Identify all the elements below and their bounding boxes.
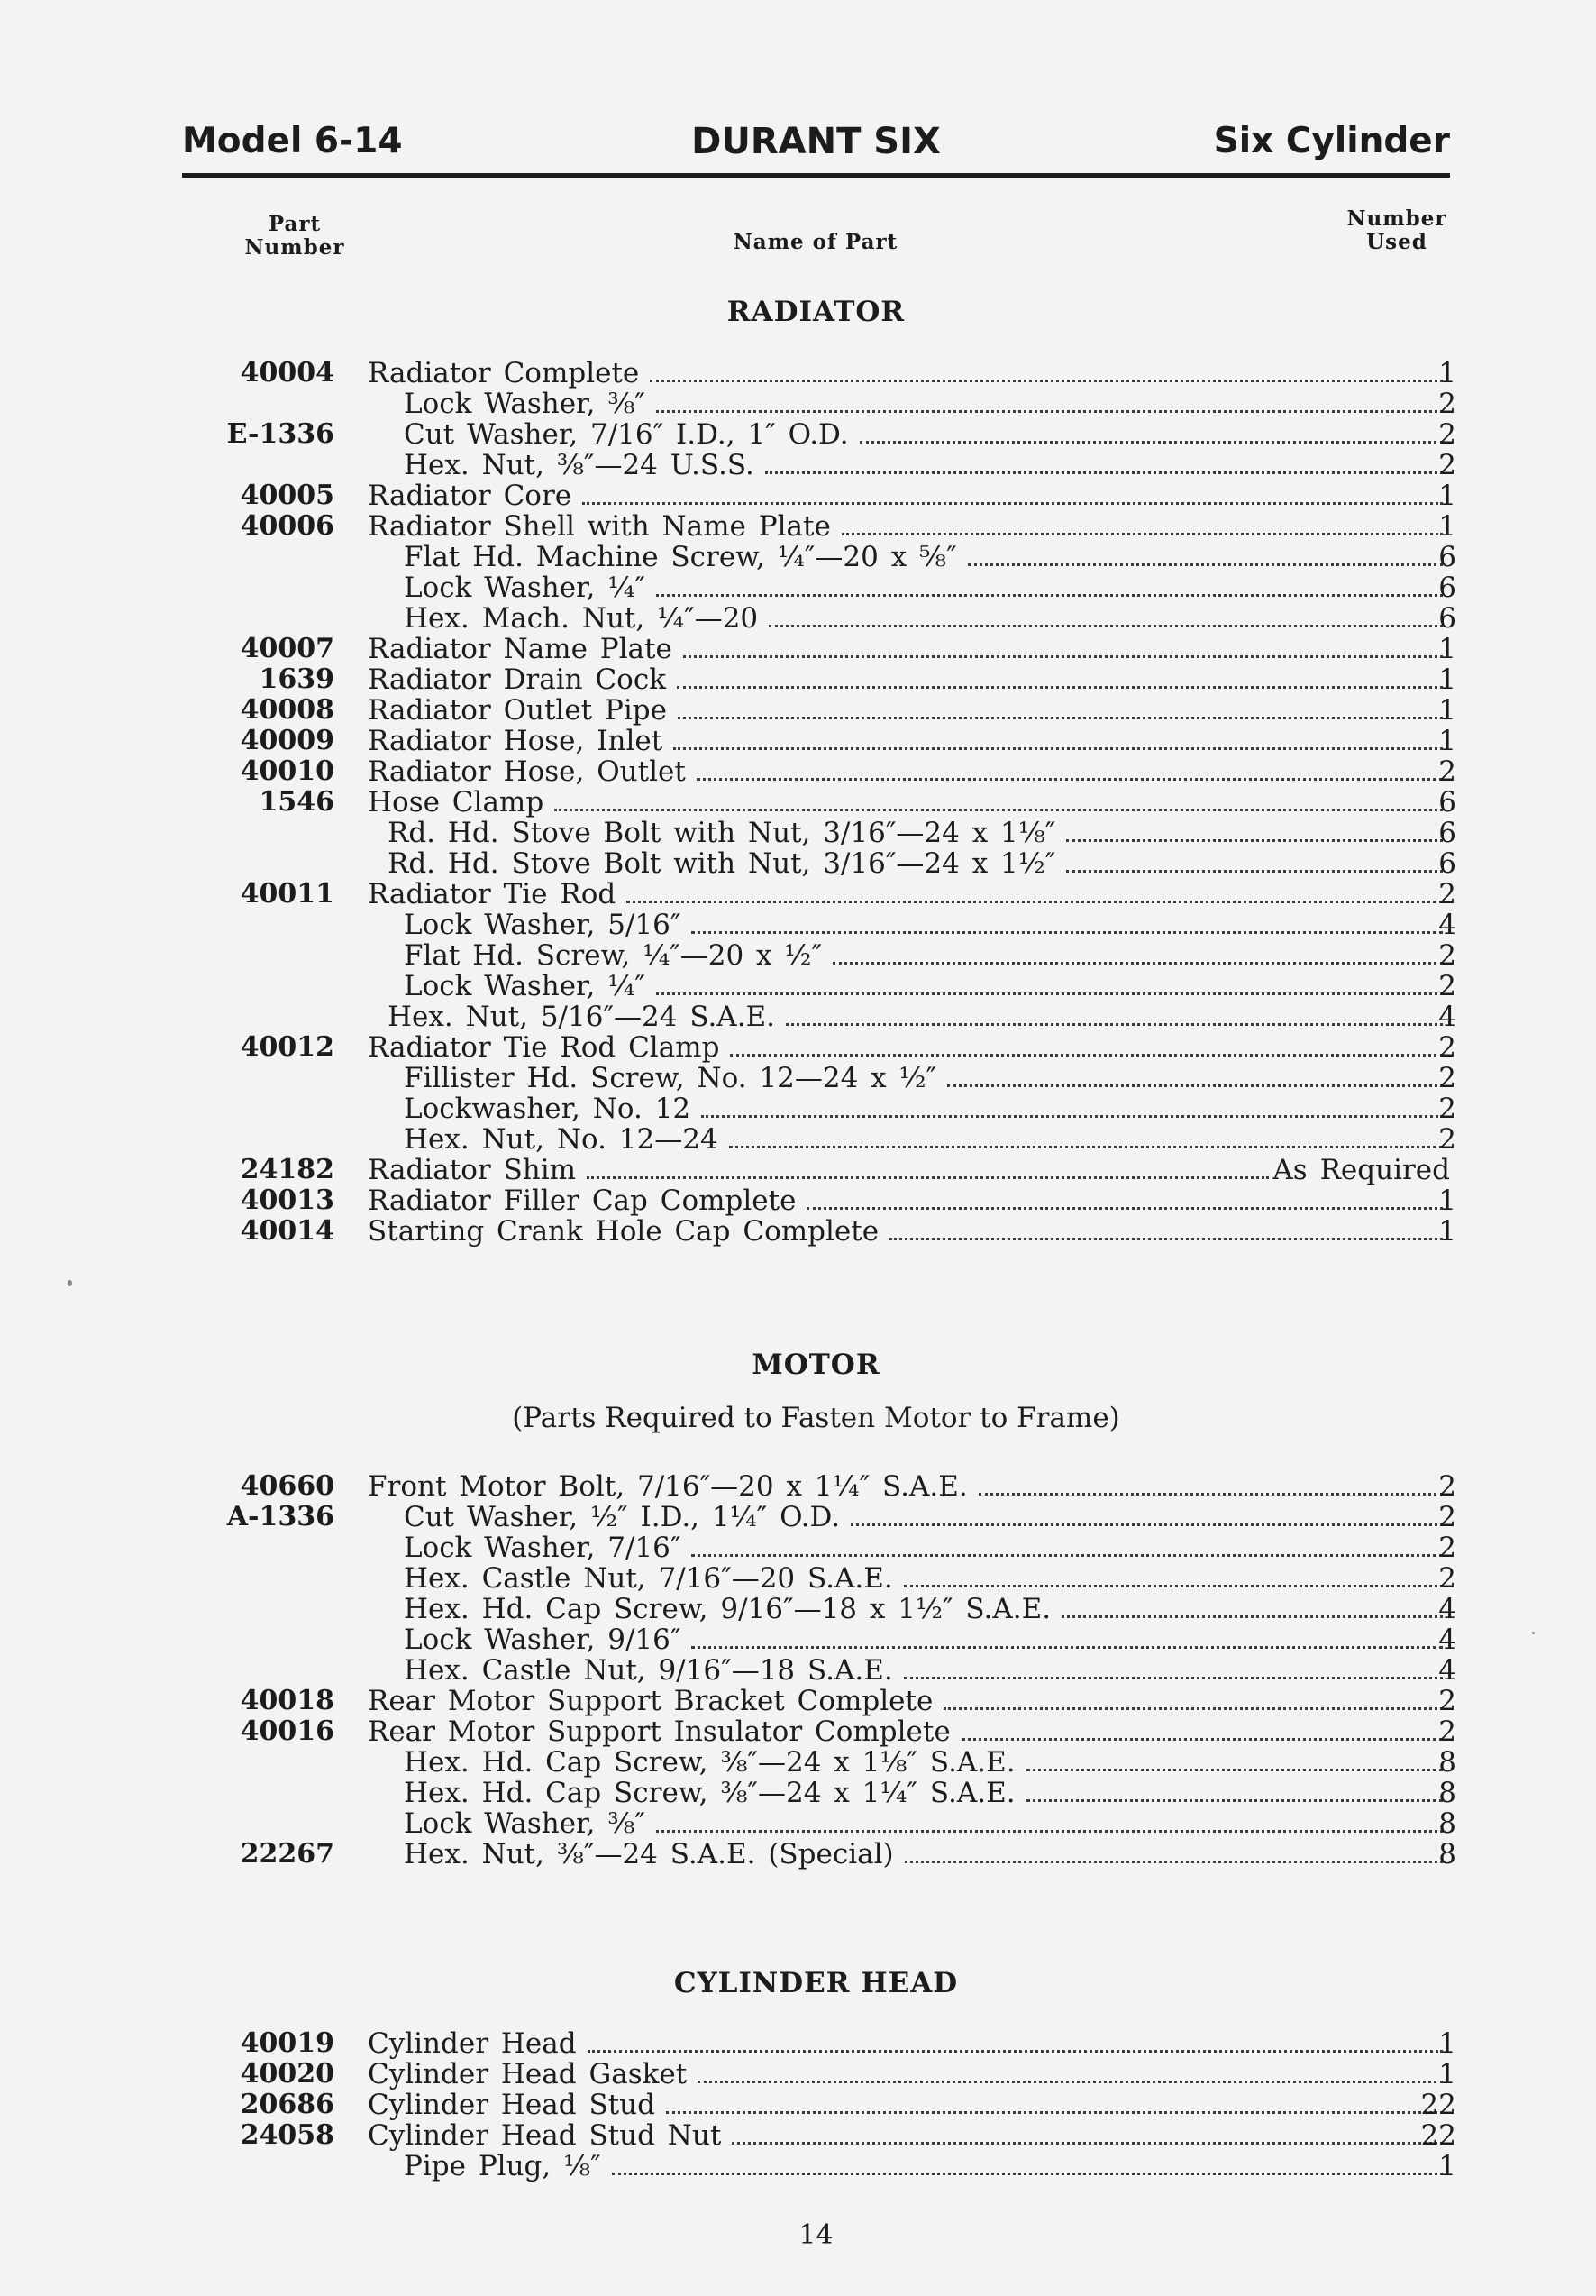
part-name: Starting Crank Hole Cap Complete [368, 1216, 880, 1247]
quantity: 4 [1438, 1654, 1456, 1687]
part-number: 40013 [240, 1185, 334, 1216]
quantity: 4 [1438, 1624, 1456, 1656]
part-name: Radiator Filler Cap Complete [368, 1185, 797, 1216]
part-name: Lock Washer, 7/16″ [404, 1532, 681, 1563]
part-number: 40011 [240, 878, 334, 910]
quantity: 8 [1438, 1746, 1456, 1779]
quantity: 22 [1420, 2119, 1456, 2152]
part-number: 40012 [240, 1031, 334, 1063]
part-row [0, 1502, 1596, 1532]
part-row [0, 1747, 1596, 1778]
part-number: 24058 [240, 2119, 334, 2151]
dot-leader [554, 809, 1443, 811]
quantity: 4 [1438, 1593, 1456, 1625]
part-name: Cylinder Head [368, 2028, 577, 2059]
part-name: Hex. Nut, ⅜″—24 U.S.S. [404, 450, 754, 480]
dot-leader [769, 625, 1443, 627]
dot-leader [626, 901, 1443, 903]
quantity: 4 [1438, 1001, 1456, 1033]
part-name: Radiator Drain Cock [368, 664, 666, 695]
quantity: 2 [1438, 755, 1456, 788]
part-name: Rear Motor Support Bracket Complete [368, 1686, 934, 1716]
engine-type-label: Six Cylinder [1213, 121, 1450, 161]
part-number: 20686 [240, 2089, 334, 2120]
part-name: Rd. Hd. Stove Bolt with Nut, 3/16″—24 x 1⅛″ [388, 818, 1056, 848]
dot-leader [698, 2081, 1443, 2083]
quantity: 1 [1438, 694, 1456, 727]
part-row [0, 1093, 1596, 1124]
part-row [0, 1124, 1596, 1155]
quantity: 2 [1438, 1685, 1456, 1717]
part-name: Cut Washer, ½″ I.D., 1¼″ O.D. [404, 1502, 841, 1532]
quantity: 1 [1438, 725, 1456, 757]
part-number: 1546 [259, 786, 334, 818]
quantity: 8 [1438, 1777, 1456, 1809]
motor-parts-list [0, 1471, 1596, 1870]
part-number: 40014 [240, 1215, 334, 1247]
part-row [0, 450, 1596, 480]
part-name: Radiator Hose, Inlet [368, 726, 663, 756]
part-row [0, 971, 1596, 1002]
quantity: 6 [1438, 786, 1456, 819]
dot-leader [691, 1646, 1443, 1649]
quantity: 6 [1438, 572, 1456, 604]
quantity: 2 [1438, 1715, 1456, 1748]
part-name: Lock Washer, ¼″ [404, 572, 645, 603]
section-title-motor: MOTOR [752, 1349, 880, 1381]
part-row [0, 1778, 1596, 1808]
quantity: 6 [1438, 817, 1456, 849]
model-label: Model 6-14 [182, 121, 403, 161]
part-name: Hex. Nut, 5/16″—24 S.A.E. [388, 1002, 776, 1032]
part-name: Radiator Shell with Name Plate [368, 511, 831, 542]
dot-leader [889, 1238, 1443, 1240]
quantity: 2 [1438, 1062, 1456, 1094]
quantity: 2 [1438, 1123, 1456, 1156]
quantity: 2 [1438, 1470, 1456, 1503]
part-number: 40019 [240, 2027, 334, 2059]
part-row [0, 910, 1596, 940]
part-name: Radiator Tie Rod [368, 879, 616, 910]
part-number: 40007 [240, 633, 334, 664]
part-name: Fillister Hd. Screw, No. 12—24 x ½″ [404, 1063, 937, 1093]
dot-leader [587, 1176, 1269, 1179]
cylinder-head-parts-list [0, 2028, 1596, 2182]
dot-leader [904, 1585, 1443, 1587]
part-number: 40008 [240, 694, 334, 726]
section-title-cylinder-head: CYLINDER HEAD [673, 1967, 959, 1999]
dot-leader [833, 962, 1443, 965]
dot-leader [1066, 870, 1443, 873]
dot-leader [962, 1738, 1443, 1741]
part-row [0, 389, 1596, 419]
part-number: 40005 [240, 480, 334, 511]
quantity: 1 [1438, 357, 1456, 389]
part-name: Rd. Hd. Stove Bolt with Nut, 3/16″—24 x 1½″ [388, 848, 1056, 879]
part-number: 40010 [240, 755, 334, 787]
part-row [0, 1808, 1596, 1839]
part-number: 40006 [240, 510, 334, 542]
dot-leader [968, 563, 1443, 566]
quantity: 1 [1438, 480, 1456, 512]
dot-leader [673, 747, 1443, 750]
quantity: 8 [1438, 1838, 1456, 1871]
part-number: 40009 [240, 725, 334, 756]
dot-leader [1026, 1769, 1443, 1771]
part-name: Hex. Castle Nut, 7/16″—20 S.A.E. [404, 1563, 893, 1594]
part-number: A-1336 [226, 1501, 334, 1532]
dot-leader [851, 1523, 1443, 1526]
dot-leader [765, 471, 1443, 474]
part-name: Radiator Tie Rod Clamp [368, 1032, 720, 1063]
quantity: 6 [1438, 847, 1456, 880]
part-row [0, 1686, 1596, 1716]
dot-leader [1066, 839, 1443, 842]
paper-speck [68, 1280, 72, 1286]
part-row [0, 2120, 1596, 2151]
part-row [0, 726, 1596, 756]
quantity: 6 [1438, 541, 1456, 573]
dot-leader [666, 2111, 1443, 2114]
dot-leader [691, 931, 1443, 934]
part-name: Radiator Outlet Pipe [368, 695, 667, 726]
quantity: As Required [1272, 1155, 1450, 1185]
part-row [0, 1155, 1596, 1185]
part-row [0, 695, 1596, 726]
part-number: 40018 [240, 1685, 334, 1716]
part-name: Hex. Hd. Cap Screw, 9/16″—18 x 1½″ S.A.E. [404, 1594, 1052, 1624]
dot-leader [732, 2142, 1443, 2145]
quantity: 2 [1438, 939, 1456, 972]
quantity: 1 [1438, 2150, 1456, 2182]
part-number: 22267 [240, 1838, 334, 1870]
page-header [182, 115, 1450, 169]
part-number: 1639 [259, 663, 334, 695]
quantity: 1 [1438, 1215, 1456, 1248]
part-number: 40020 [240, 2058, 334, 2090]
part-name: Radiator Shim [368, 1155, 577, 1185]
section-title-radiator: RADIATOR [726, 296, 906, 328]
quantity: 2 [1438, 1501, 1456, 1533]
part-row [0, 1063, 1596, 1093]
quantity: 6 [1438, 602, 1456, 635]
quantity: 2 [1438, 449, 1456, 481]
part-row [0, 1185, 1596, 1216]
quantity: 8 [1438, 1807, 1456, 1840]
quantity: 1 [1438, 633, 1456, 665]
dot-leader [842, 533, 1443, 535]
dot-leader [650, 380, 1443, 382]
part-row [0, 1471, 1596, 1502]
part-name: Cylinder Head Stud Nut [368, 2120, 722, 2151]
part-row [0, 1563, 1596, 1594]
part-row [0, 1624, 1596, 1655]
dot-leader [947, 1084, 1443, 1087]
part-row [0, 2059, 1596, 2090]
catalog-title: DURANT SIX [691, 121, 941, 162]
dot-leader [729, 1146, 1443, 1148]
part-name: Cylinder Head Gasket [368, 2059, 688, 2090]
dot-leader [730, 1054, 1443, 1057]
name-of-part-column-header: Name of Part [733, 230, 898, 254]
part-row [0, 1839, 1596, 1870]
part-name: Radiator Hose, Outlet [368, 756, 686, 787]
part-row [0, 2028, 1596, 2059]
part-name: Hex. Mach. Nut, ¼″—20 [404, 603, 759, 634]
dot-leader [656, 992, 1443, 995]
dot-leader [683, 655, 1443, 658]
quantity: 2 [1438, 388, 1456, 420]
part-name: Radiator Complete [368, 358, 640, 389]
part-name: Lock Washer, 5/16″ [404, 910, 681, 940]
dot-leader [656, 594, 1443, 597]
part-name: Lock Washer, ⅜″ [404, 389, 645, 419]
number-used-column-header: Number Used [1346, 206, 1447, 254]
paper-speck [1532, 1632, 1535, 1634]
quantity: 2 [1438, 970, 1456, 1002]
dot-leader [1062, 1615, 1443, 1618]
part-row [0, 634, 1596, 664]
part-name: Flat Hd. Machine Screw, ¼″—20 x ⅝″ [404, 542, 957, 572]
part-row [0, 818, 1596, 848]
quantity: 1 [1438, 510, 1456, 543]
part-row [0, 1216, 1596, 1247]
dot-leader [904, 1677, 1443, 1679]
part-row [0, 358, 1596, 389]
quantity: 22 [1420, 2089, 1456, 2121]
section-subtitle-motor: (Parts Required to Fasten Motor to Frame) [512, 1402, 1120, 1434]
part-number: 40004 [240, 357, 334, 389]
part-name: Cylinder Head Stud [368, 2090, 655, 2120]
header-rule [182, 173, 1450, 178]
quantity: 2 [1438, 418, 1456, 451]
dot-leader [944, 1707, 1443, 1710]
part-name: Hex. Hd. Cap Screw, ⅜″—24 x 1⅛″ S.A.E. [404, 1747, 1016, 1778]
part-row [0, 1716, 1596, 1747]
dot-leader [677, 686, 1443, 689]
part-name: Hose Clamp [368, 787, 544, 818]
dot-leader [612, 2173, 1443, 2175]
part-number: 24182 [240, 1154, 334, 1185]
dot-leader [697, 778, 1443, 781]
dot-leader [656, 1830, 1443, 1833]
quantity: 2 [1438, 1093, 1456, 1125]
quantity: 1 [1438, 663, 1456, 696]
quantity: 2 [1438, 1031, 1456, 1064]
quantity: 2 [1438, 1562, 1456, 1595]
dot-leader [701, 1115, 1443, 1118]
dot-leader [656, 410, 1443, 413]
dot-leader [807, 1207, 1443, 1210]
part-name: Hex. Nut, No. 12—24 [404, 1124, 718, 1155]
part-name: Lock Washer, ¼″ [404, 971, 645, 1002]
dot-leader [588, 2050, 1443, 2053]
part-name: Radiator Name Plate [368, 634, 672, 664]
part-row [0, 1002, 1596, 1032]
quantity: 4 [1438, 909, 1456, 941]
quantity: 1 [1438, 1185, 1456, 1217]
dot-leader [691, 1554, 1443, 1557]
part-name: Lock Washer, ⅜″ [404, 1808, 645, 1839]
dot-leader [582, 502, 1443, 505]
part-number: 40016 [240, 1715, 334, 1747]
dot-leader [979, 1493, 1443, 1496]
part-row [0, 1594, 1596, 1624]
part-number: 40660 [240, 1470, 334, 1502]
part-name: Front Motor Bolt, 7/16″—20 x 1¼″ S.A.E. [368, 1471, 968, 1502]
part-row [0, 940, 1596, 971]
part-name: Flat Hd. Screw, ¼″—20 x ½″ [404, 940, 823, 971]
quantity: 2 [1438, 878, 1456, 910]
dot-leader [905, 1861, 1443, 1863]
part-name: Pipe Plug, ⅛″ [404, 2151, 601, 2182]
part-row [0, 664, 1596, 695]
quantity: 1 [1438, 2058, 1456, 2090]
part-name: Rear Motor Support Insulator Complete [368, 1716, 951, 1747]
part-row [0, 879, 1596, 910]
part-name: Radiator Core [368, 480, 572, 511]
part-row [0, 572, 1596, 603]
part-name: Hex. Castle Nut, 9/16″—18 S.A.E. [404, 1655, 893, 1686]
part-row [0, 603, 1596, 634]
page-number: 14 [798, 2219, 834, 2251]
dot-leader [1026, 1799, 1443, 1802]
part-name: Hex. Nut, ⅜″—24 S.A.E. (Special) [404, 1839, 894, 1870]
part-row [0, 2090, 1596, 2120]
part-name: Cut Washer, 7/16″ I.D., 1″ O.D. [404, 419, 849, 450]
part-row [0, 511, 1596, 542]
quantity: 2 [1438, 1532, 1456, 1564]
part-row [0, 787, 1596, 818]
part-number: E-1336 [226, 418, 334, 450]
part-row [0, 1032, 1596, 1063]
quantity: 1 [1438, 2027, 1456, 2060]
part-row [0, 419, 1596, 450]
part-name: Hex. Hd. Cap Screw, ⅜″—24 x 1¼″ S.A.E. [404, 1778, 1016, 1808]
part-row [0, 756, 1596, 787]
part-row [0, 480, 1596, 511]
part-name: Lockwasher, No. 12 [404, 1093, 691, 1124]
part-row [0, 1532, 1596, 1563]
dot-leader [786, 1023, 1443, 1026]
part-row [0, 848, 1596, 879]
part-number-column-header: Part Number [244, 212, 345, 260]
part-name: Lock Washer, 9/16″ [404, 1624, 681, 1655]
part-row [0, 542, 1596, 572]
dot-leader [678, 717, 1443, 719]
part-row [0, 2151, 1596, 2182]
dot-leader [860, 441, 1443, 444]
part-row [0, 1655, 1596, 1686]
radiator-parts-list [0, 358, 1596, 1247]
